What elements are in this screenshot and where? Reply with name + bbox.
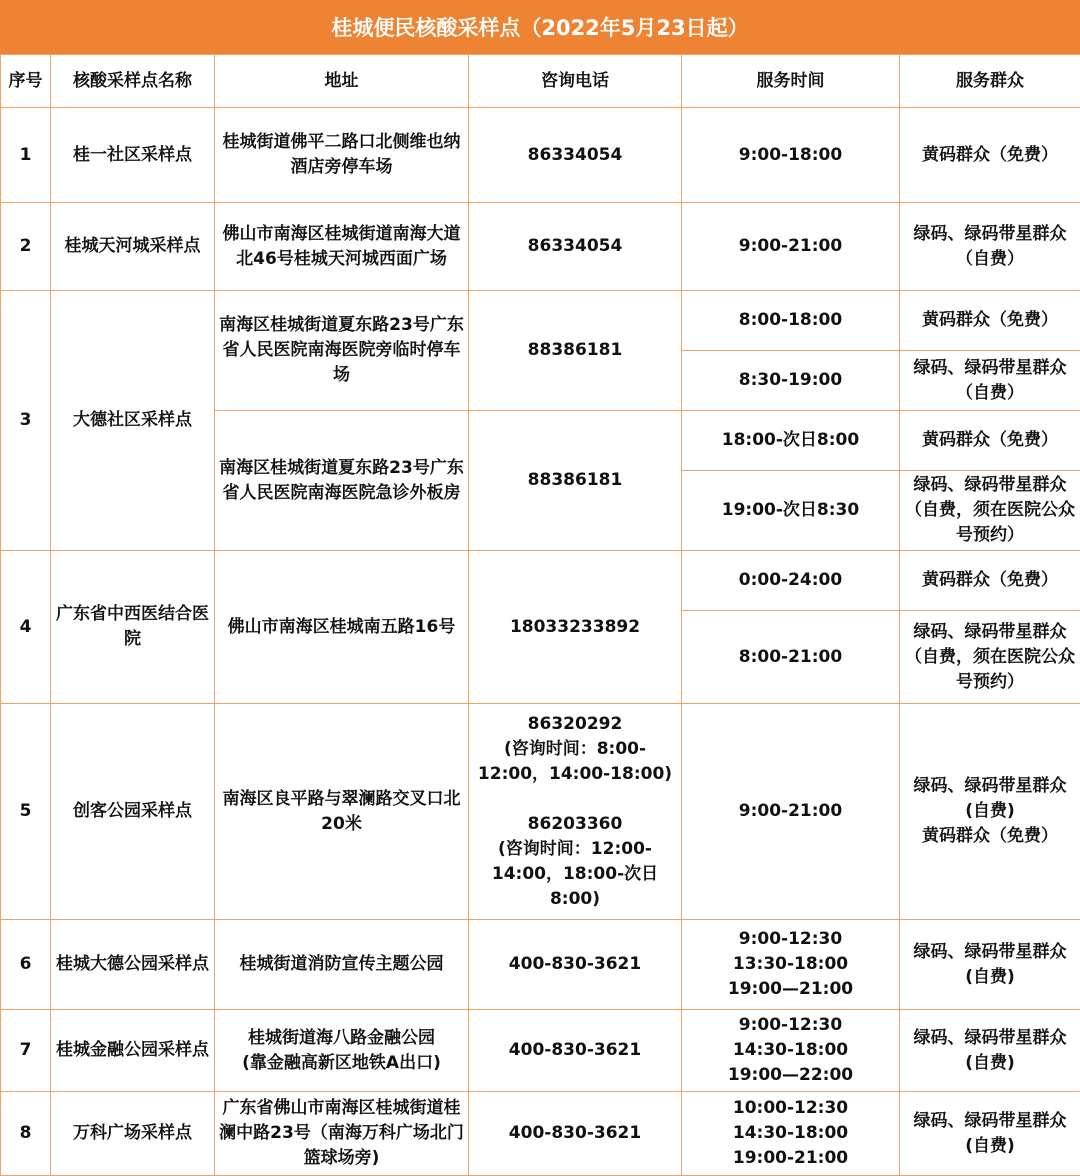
page-title: 桂城便民核酸采样点（2022年5月23日起） — [0, 0, 1080, 54]
row-no: 3 — [1, 291, 51, 551]
site-address: 南海区桂城街道夏东路23号广东省人民医院南海医院旁临时停车场 — [215, 291, 469, 411]
site-address: 广东省佛山市南海区桂城街道桂澜中路23号（南海万科广场北门篮球场旁) — [215, 1092, 469, 1176]
service-time: 19:00-次日8:30 — [682, 471, 900, 551]
service-time: 9:00-18:00 — [682, 108, 900, 203]
site-phone: 18033233892 — [469, 551, 682, 704]
site-address: 桂城街道佛平二路口北侧维也纳酒店旁停车场 — [215, 108, 469, 203]
table-row — [1, 291, 1080, 351]
row-no: 5 — [1, 704, 51, 920]
table-row — [1, 551, 1080, 611]
site-address: 南海区良平路与翠澜路交叉口北20米 — [215, 704, 469, 920]
site-name: 桂城大德公园采样点 — [51, 920, 215, 1010]
table-row — [1, 1010, 1080, 1092]
row-no: 1 — [1, 108, 51, 203]
row-no: 4 — [1, 551, 51, 704]
service-group: 绿码、绿码带星群众 (自费) — [900, 1092, 1080, 1176]
site-phone: 86334054 — [469, 203, 682, 291]
header-no: 序号 — [1, 55, 51, 108]
header-service-group: 服务群众 — [900, 55, 1080, 108]
service-group: 黄码群众（免费） — [900, 108, 1080, 203]
site-phone: 88386181 — [469, 291, 682, 411]
row-no: 6 — [1, 920, 51, 1010]
site-name: 大德社区采样点 — [51, 291, 215, 551]
header-site-name: 核酸采样点名称 — [51, 55, 215, 108]
table-row — [1, 203, 1080, 291]
table-header-row — [1, 55, 1080, 108]
service-time: 9:00-12:30 13:30-18:00 19:00—21:00 — [682, 920, 900, 1010]
site-name: 万科广场采样点 — [51, 1092, 215, 1176]
site-address: 南海区桂城街道夏东路23号广东省人民医院南海医院急诊外板房 — [215, 411, 469, 551]
service-group: 绿码、绿码带星群众（自费，须在医院公众号预约） — [900, 611, 1080, 704]
site-phone: 400-830-3621 — [469, 920, 682, 1010]
table-row — [1, 1092, 1080, 1176]
site-name: 创客公园采样点 — [51, 704, 215, 920]
service-time: 9:00-21:00 — [682, 203, 900, 291]
service-group: 绿码、绿码带星群众 (自费) — [900, 1010, 1080, 1092]
header-service-time: 服务时间 — [682, 55, 900, 108]
service-time: 9:00-21:00 — [682, 704, 900, 920]
sampling-sites-table — [0, 54, 1080, 1176]
service-group: 绿码、绿码带星群众（自费，须在医院公众号预约） — [900, 471, 1080, 551]
table-row — [1, 108, 1080, 203]
site-name: 桂城金融公园采样点 — [51, 1010, 215, 1092]
header-phone: 咨询电话 — [469, 55, 682, 108]
service-time: 8:00-21:00 — [682, 611, 900, 704]
service-time: 8:30-19:00 — [682, 351, 900, 411]
site-phone: 400-830-3621 — [469, 1010, 682, 1092]
service-group: 绿码、绿码带星群众（自费） — [900, 351, 1080, 411]
service-time: 8:00-18:00 — [682, 291, 900, 351]
site-address: 佛山市南海区桂城街道南海大道北46号桂城天河城西面广场 — [215, 203, 469, 291]
service-group: 黄码群众（免费） — [900, 551, 1080, 611]
header-address: 地址 — [215, 55, 469, 108]
row-no: 7 — [1, 1010, 51, 1092]
site-phone: 86320292 (咨询时间：8:00-12:00，14:00-18:00) 86203360 (咨询时间：12:00-14:00，18:00-次日8:00) — [469, 704, 682, 920]
service-time: 0:00-24:00 — [682, 551, 900, 611]
service-group: 绿码、绿码带星群众 (自费) 黄码群众（免费） — [900, 704, 1080, 920]
service-group: 黄码群众（免费） — [900, 411, 1080, 471]
service-group: 绿码、绿码带星群众（自费） — [900, 203, 1080, 291]
site-address: 桂城街道消防宣传主题公园 — [215, 920, 469, 1010]
service-time: 18:00-次日8:00 — [682, 411, 900, 471]
site-phone: 400-830-3621 — [469, 1092, 682, 1176]
site-name: 广东省中西医结合医院 — [51, 551, 215, 704]
site-name: 桂一社区采样点 — [51, 108, 215, 203]
site-name: 桂城天河城采样点 — [51, 203, 215, 291]
row-no: 8 — [1, 1092, 51, 1176]
service-group: 黄码群众（免费） — [900, 291, 1080, 351]
table-row — [1, 920, 1080, 1010]
site-phone: 86334054 — [469, 108, 682, 203]
site-address: 桂城街道海八路金融公园 (靠金融高新区地铁A出口) — [215, 1010, 469, 1092]
table-row — [1, 704, 1080, 920]
service-time: 10:00-12:30 14:30-18:00 19:00-21:00 — [682, 1092, 900, 1176]
site-address: 佛山市南海区桂城南五路16号 — [215, 551, 469, 704]
row-no: 2 — [1, 203, 51, 291]
service-group: 绿码、绿码带星群众 (自费) — [900, 920, 1080, 1010]
service-time: 9:00-12:30 14:30-18:00 19:00—22:00 — [682, 1010, 900, 1092]
site-phone: 88386181 — [469, 411, 682, 551]
